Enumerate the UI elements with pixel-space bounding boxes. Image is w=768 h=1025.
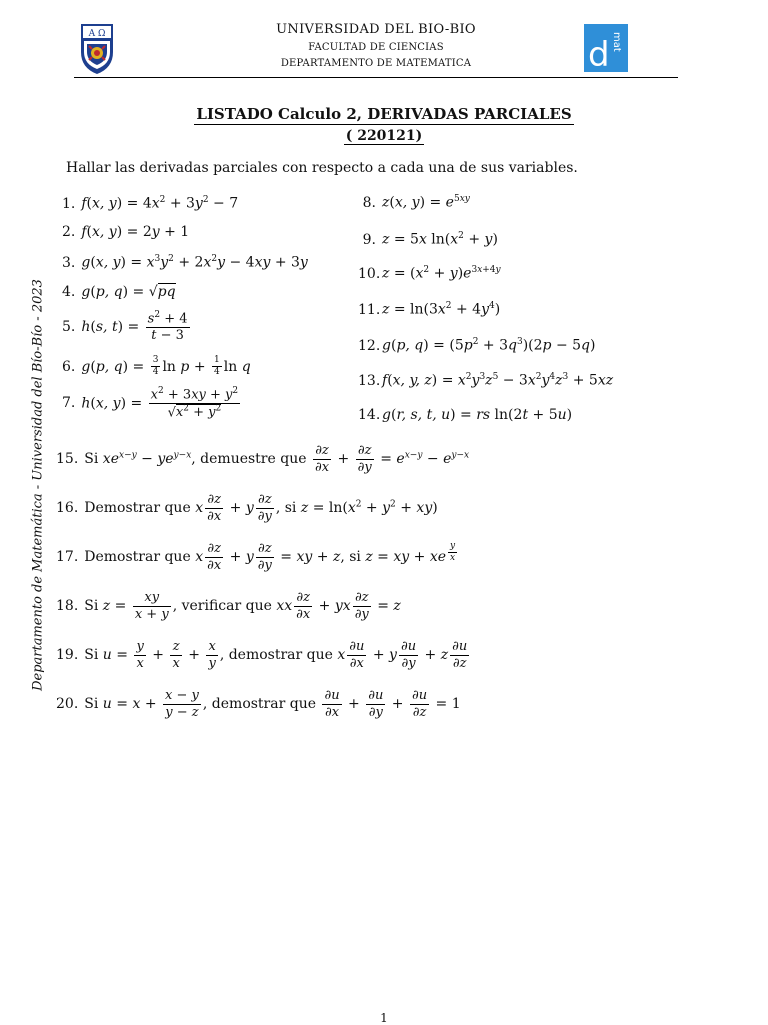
exercise-4: 4. g(p, q) = √pq: [62, 284, 176, 300]
shield-motto: A Ω: [88, 29, 106, 39]
instructions: Hallar las derivadas parciales con respecto a cada una de sus variables.: [66, 160, 578, 176]
exercise-10: 10. $z = (x^2 + y)e^{3x+4y}$: [358, 265, 501, 282]
document-title: LISTADO Calculo 2, DERIVADAS PARCIALES: [196, 105, 572, 123]
exercise-14: 14. g(r, s, t, u) = rs ln(2t + 5u): [358, 407, 573, 423]
exercise-18: 18. Si z = $\frac{xy}{x + y}$ , verificar que xx $\frac{\partial z}{\partial x}$ + yx $\frac{\partial z}{\partial y}$ = z: [56, 590, 401, 622]
exercise-5: 5. h(s, t) = $\frac{s^2 + 4}{t - 3}$: [62, 310, 188, 343]
exercise-2: 2. f(x, y) = 2y + 1: [62, 224, 190, 240]
svg-text:d: d: [588, 35, 610, 72]
header-rule: [74, 77, 678, 78]
exercise-8: 8. z(x, $y) = e^{5xy}$: [362, 194, 470, 211]
exercise-3: 3. g(x, $y) = x^3y^2 + 2x^2y - 4xy + 3y$: [62, 254, 308, 271]
exercise-7: 7. h(x, y) = $\frac{x^2 + 3xy + y^2}{√x^2 + y^2}$: [62, 386, 239, 421]
exercise-17: 17. Demostrar que x $\frac{\partial z}{\partial x}$ + y $\frac{\partial z}{\partial y}$ = xy + z, si z = xy + xe $^{\frac{y}{x}}$: [56, 541, 456, 573]
university-name: UNIVERSIDAD DEL BIO-BIO: [276, 22, 476, 37]
faculty-name: FACULTAD DE CIENCIAS: [308, 42, 444, 53]
page-number: 1: [380, 1011, 388, 1025]
exercise-11: 11. $z = \ln(3x^2 + 4y^4)$: [358, 301, 501, 318]
department-name: DEPARTAMENTO DE MATEMATICA: [280, 58, 472, 69]
exercise-20: 20. Si u = x + $\frac{x - y}{y - z}$ , demostrar que $\frac{\partial u}{\partial x}$ + $\frac{\partial u}{\partial y}$ + $\frac{\partial u}{\partial z}$ = 1: [56, 688, 461, 720]
exercise-12: 12. g(p, $q) = (5p^2 + 3q^3)(2p - 5q)$: [358, 337, 596, 354]
exercise-13: 13. f(x, y, $z) = x^2y^3z^5 - 3x^2y^4z^3 + 5xz$: [358, 372, 614, 389]
exercise-6: 6. g(p, q) = $\frac{3}{4}$ ln p + $\frac{1}{4}$ ln q: [62, 355, 251, 378]
exercise-15: 15. Si $xe^{x-y} - ye^{y-x}$, demuestre que $\frac{\partial z}{\partial x}$ + $\frac{\partial z}{\partial y}$ = $e^{x-y} - e^{y-x}$: [56, 443, 470, 475]
exercise-16: 16. Demostrar que x $\frac{\partial z}{\partial x}$ + y $\frac{\partial z}{\partial y}$ , si $z = \ln(x^2 + y^2 + xy)$: [56, 492, 438, 524]
dmat-logo: [584, 24, 628, 76]
document-code: ( 220121): [345, 128, 423, 144]
page-header: [74, 18, 678, 78]
svg-text:mat: mat: [611, 32, 622, 52]
exercise-9: 9. z = 5x $\ln(x^2 + y)$: [362, 231, 498, 248]
exercise-19: 19. Si u = $\frac{y}{x}$ + $\frac{z}{x}$ + $\frac{x}{y}$ , demostrar que x $\frac{\partial u}{\partial x}$ + y $\frac{\partial u}{\partial y}$ + z $\frac{\partial u}{\partial z}$: [56, 639, 468, 671]
exercise-1: 1. f(x, $y) = 4x^2 + 3y^2 - 7$: [62, 195, 239, 212]
side-watermark: Departamento de Matemática - Universidad del Bío-Bío - 2023: [30, 279, 46, 691]
